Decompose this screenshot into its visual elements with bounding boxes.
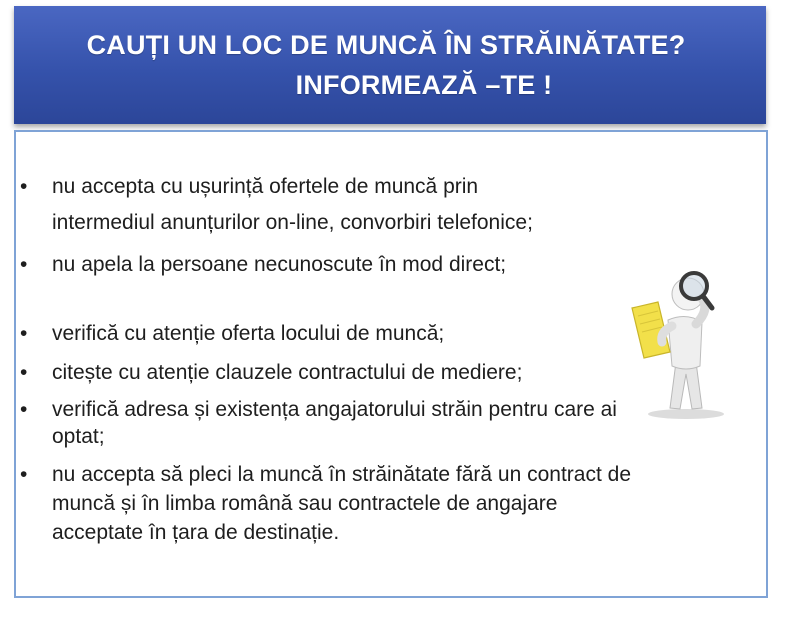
list-item-line: nu accepta să pleci la muncă în străinătate fără un contract de [52, 463, 632, 486]
list-item-line: nu accepta cu ușurință ofertele de muncă prin [52, 175, 479, 198]
title-line-1: CAUȚI UN LOC DE MUNCĂ ÎN STRĂINĂTATE? [86, 30, 686, 60]
list-item-line: acceptate în țara de destinație. [52, 521, 340, 544]
bullet-icon: • [20, 175, 28, 198]
list-item-line: optat; [52, 425, 105, 448]
bullet-icon: • [20, 463, 28, 486]
list-item-line: nu apela la persoane necunoscute în mod direct; [52, 253, 507, 276]
person-with-magnifier-and-document-icon [624, 262, 744, 422]
bullet-icon: • [20, 361, 28, 384]
title-banner [14, 6, 766, 124]
title-line-2: INFORMEAZĂ –TE ! [295, 70, 553, 100]
list-item-line: citește cu atenție clauzele contractului de mediere; [52, 361, 523, 384]
bullet-icon: • [20, 322, 28, 345]
bullet-icon: • [20, 253, 28, 276]
list-item-line: verifică cu atenție oferta locului de muncă; [52, 322, 445, 345]
list-item-line: verifică adresa și existența angajatorului străin pentru care ai [52, 398, 617, 421]
list-item-line: intermediul anunțurilor on-line, convorbiri telefonice; [52, 211, 533, 234]
bullet-icon: • [20, 398, 28, 421]
list-item-line: muncă și în limba română sau contractele de angajare [52, 492, 558, 515]
